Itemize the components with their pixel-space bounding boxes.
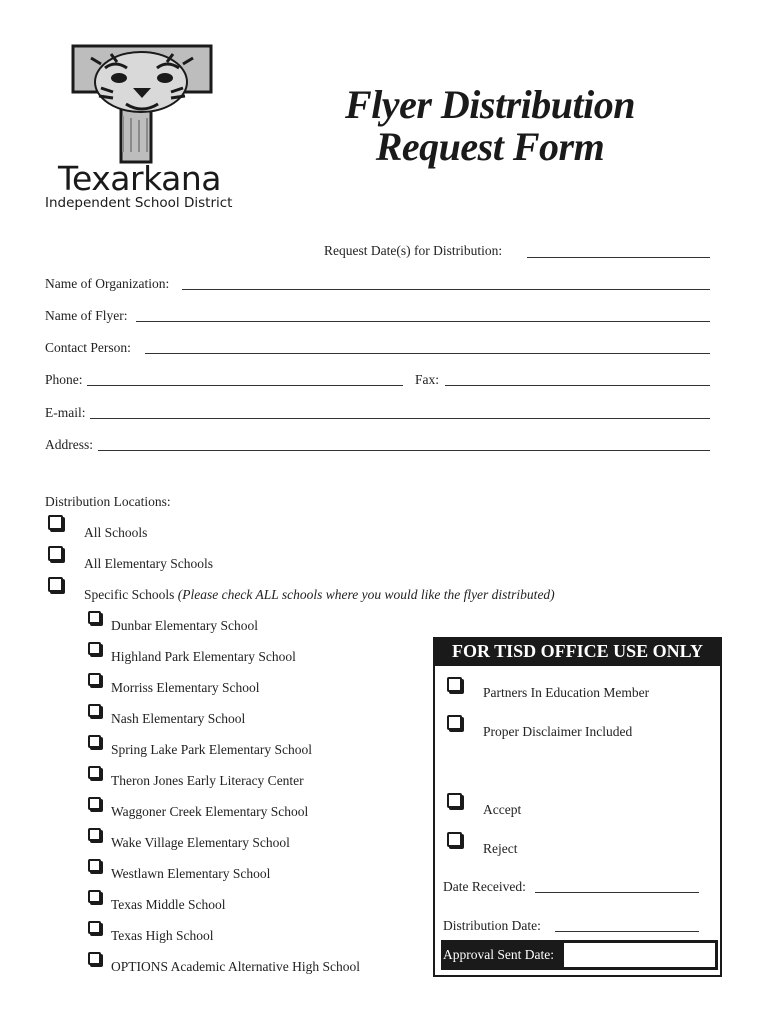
school-checkbox-theron-jones[interactable] (88, 766, 101, 779)
distribution-date-field[interactable] (555, 931, 699, 932)
form-title (300, 84, 680, 168)
title-line-1: Flyer Distribution (345, 82, 635, 127)
school-checkbox-dunbar[interactable] (88, 611, 101, 624)
school-checkbox-wake-village[interactable] (88, 828, 101, 841)
school-checkbox-highland-park[interactable] (88, 642, 101, 655)
all-elementary-label: All Elementary Schools (84, 556, 213, 571)
flyer-label: Name of Flyer: (45, 308, 128, 323)
accept-label: Accept (483, 802, 522, 817)
school-label-theron-jones: Theron Jones Early Literacy Center (111, 773, 304, 788)
school-label-texas-high: Texas High School (111, 928, 214, 943)
email-field[interactable] (90, 418, 710, 419)
school-label-spring-lake-park: Spring Lake Park Elementary School (111, 742, 312, 757)
request-dates-label: Request Date(s) for Distribution: (324, 243, 503, 258)
phone-label: Phone: (45, 372, 83, 387)
partners-label: Partners In Education Member (483, 685, 650, 700)
address-label: Address: (45, 437, 93, 452)
all-schools-label: All Schools (84, 525, 148, 540)
title-line-2: Request Form (375, 124, 605, 169)
contact-field[interactable] (145, 353, 710, 354)
flyer-field[interactable] (136, 321, 710, 322)
specific-schools-label (84, 586, 555, 604)
partners-checkbox[interactable] (447, 677, 462, 692)
organization-label: Name of Organization: (45, 276, 170, 291)
school-checkbox-morriss[interactable] (88, 673, 101, 686)
school-label-nash: Nash Elementary School (111, 711, 246, 726)
address-field[interactable] (98, 450, 710, 451)
specific-schools-note: (Please check ALL schools where you would like the flyer distributed) (177, 587, 555, 602)
school-label-texas-middle: Texas Middle School (111, 897, 226, 912)
school-checkbox-waggoner-creek[interactable] (88, 797, 101, 810)
school-label-waggoner-creek: Waggoner Creek Elementary School (111, 804, 309, 819)
date-received-label: Date Received: (443, 879, 526, 894)
all-elementary-checkbox[interactable] (48, 546, 63, 561)
school-checkbox-westlawn[interactable] (88, 859, 101, 872)
school-checkbox-texas-high[interactable] (88, 921, 101, 934)
phone-field[interactable] (87, 385, 403, 386)
school-checkbox-spring-lake-park[interactable] (88, 735, 101, 748)
request-dates-field[interactable] (527, 257, 710, 258)
contact-label: Contact Person: (45, 340, 131, 355)
tiger-logo (71, 44, 213, 164)
school-checkbox-options-academic[interactable] (88, 952, 101, 965)
accept-checkbox[interactable] (447, 793, 462, 808)
school-label-options-academic: OPTIONS Academic Alternative High School (111, 959, 360, 974)
specific-schools-checkbox[interactable] (48, 577, 63, 592)
school-label-highland-park: Highland Park Elementary School (111, 649, 296, 664)
disclaimer-checkbox[interactable] (447, 715, 462, 730)
distribution-heading: Distribution Locations: (45, 494, 171, 509)
disclaimer-label: Proper Disclaimer Included (483, 724, 633, 739)
distribution-date-label: Distribution Date: (443, 918, 541, 933)
school-label-dunbar: Dunbar Elementary School (111, 618, 258, 633)
school-checkbox-nash[interactable] (88, 704, 101, 717)
logo-subtitle: Independent School District (45, 195, 233, 211)
school-checkbox-texas-middle[interactable] (88, 890, 101, 903)
reject-checkbox[interactable] (447, 832, 462, 847)
specific-schools-text: Specific Schools (84, 587, 175, 602)
school-label-morriss: Morriss Elementary School (111, 680, 260, 695)
school-label-westlawn: Westlawn Elementary School (111, 866, 271, 881)
organization-field[interactable] (182, 289, 710, 290)
school-label-wake-village: Wake Village Elementary School (111, 835, 290, 850)
all-schools-checkbox[interactable] (48, 515, 63, 530)
email-label: E-mail: (45, 405, 86, 420)
fax-field[interactable] (445, 385, 710, 386)
office-use-heading: FOR TISD OFFICE USE ONLY (433, 637, 722, 666)
date-received-field[interactable] (535, 892, 699, 893)
approval-sent-field[interactable] (564, 943, 715, 967)
logo-name: Texarkana (58, 159, 221, 198)
approval-sent-label: Approval Sent Date: (443, 947, 554, 962)
reject-label: Reject (483, 841, 518, 856)
fax-label: Fax: (415, 372, 440, 387)
